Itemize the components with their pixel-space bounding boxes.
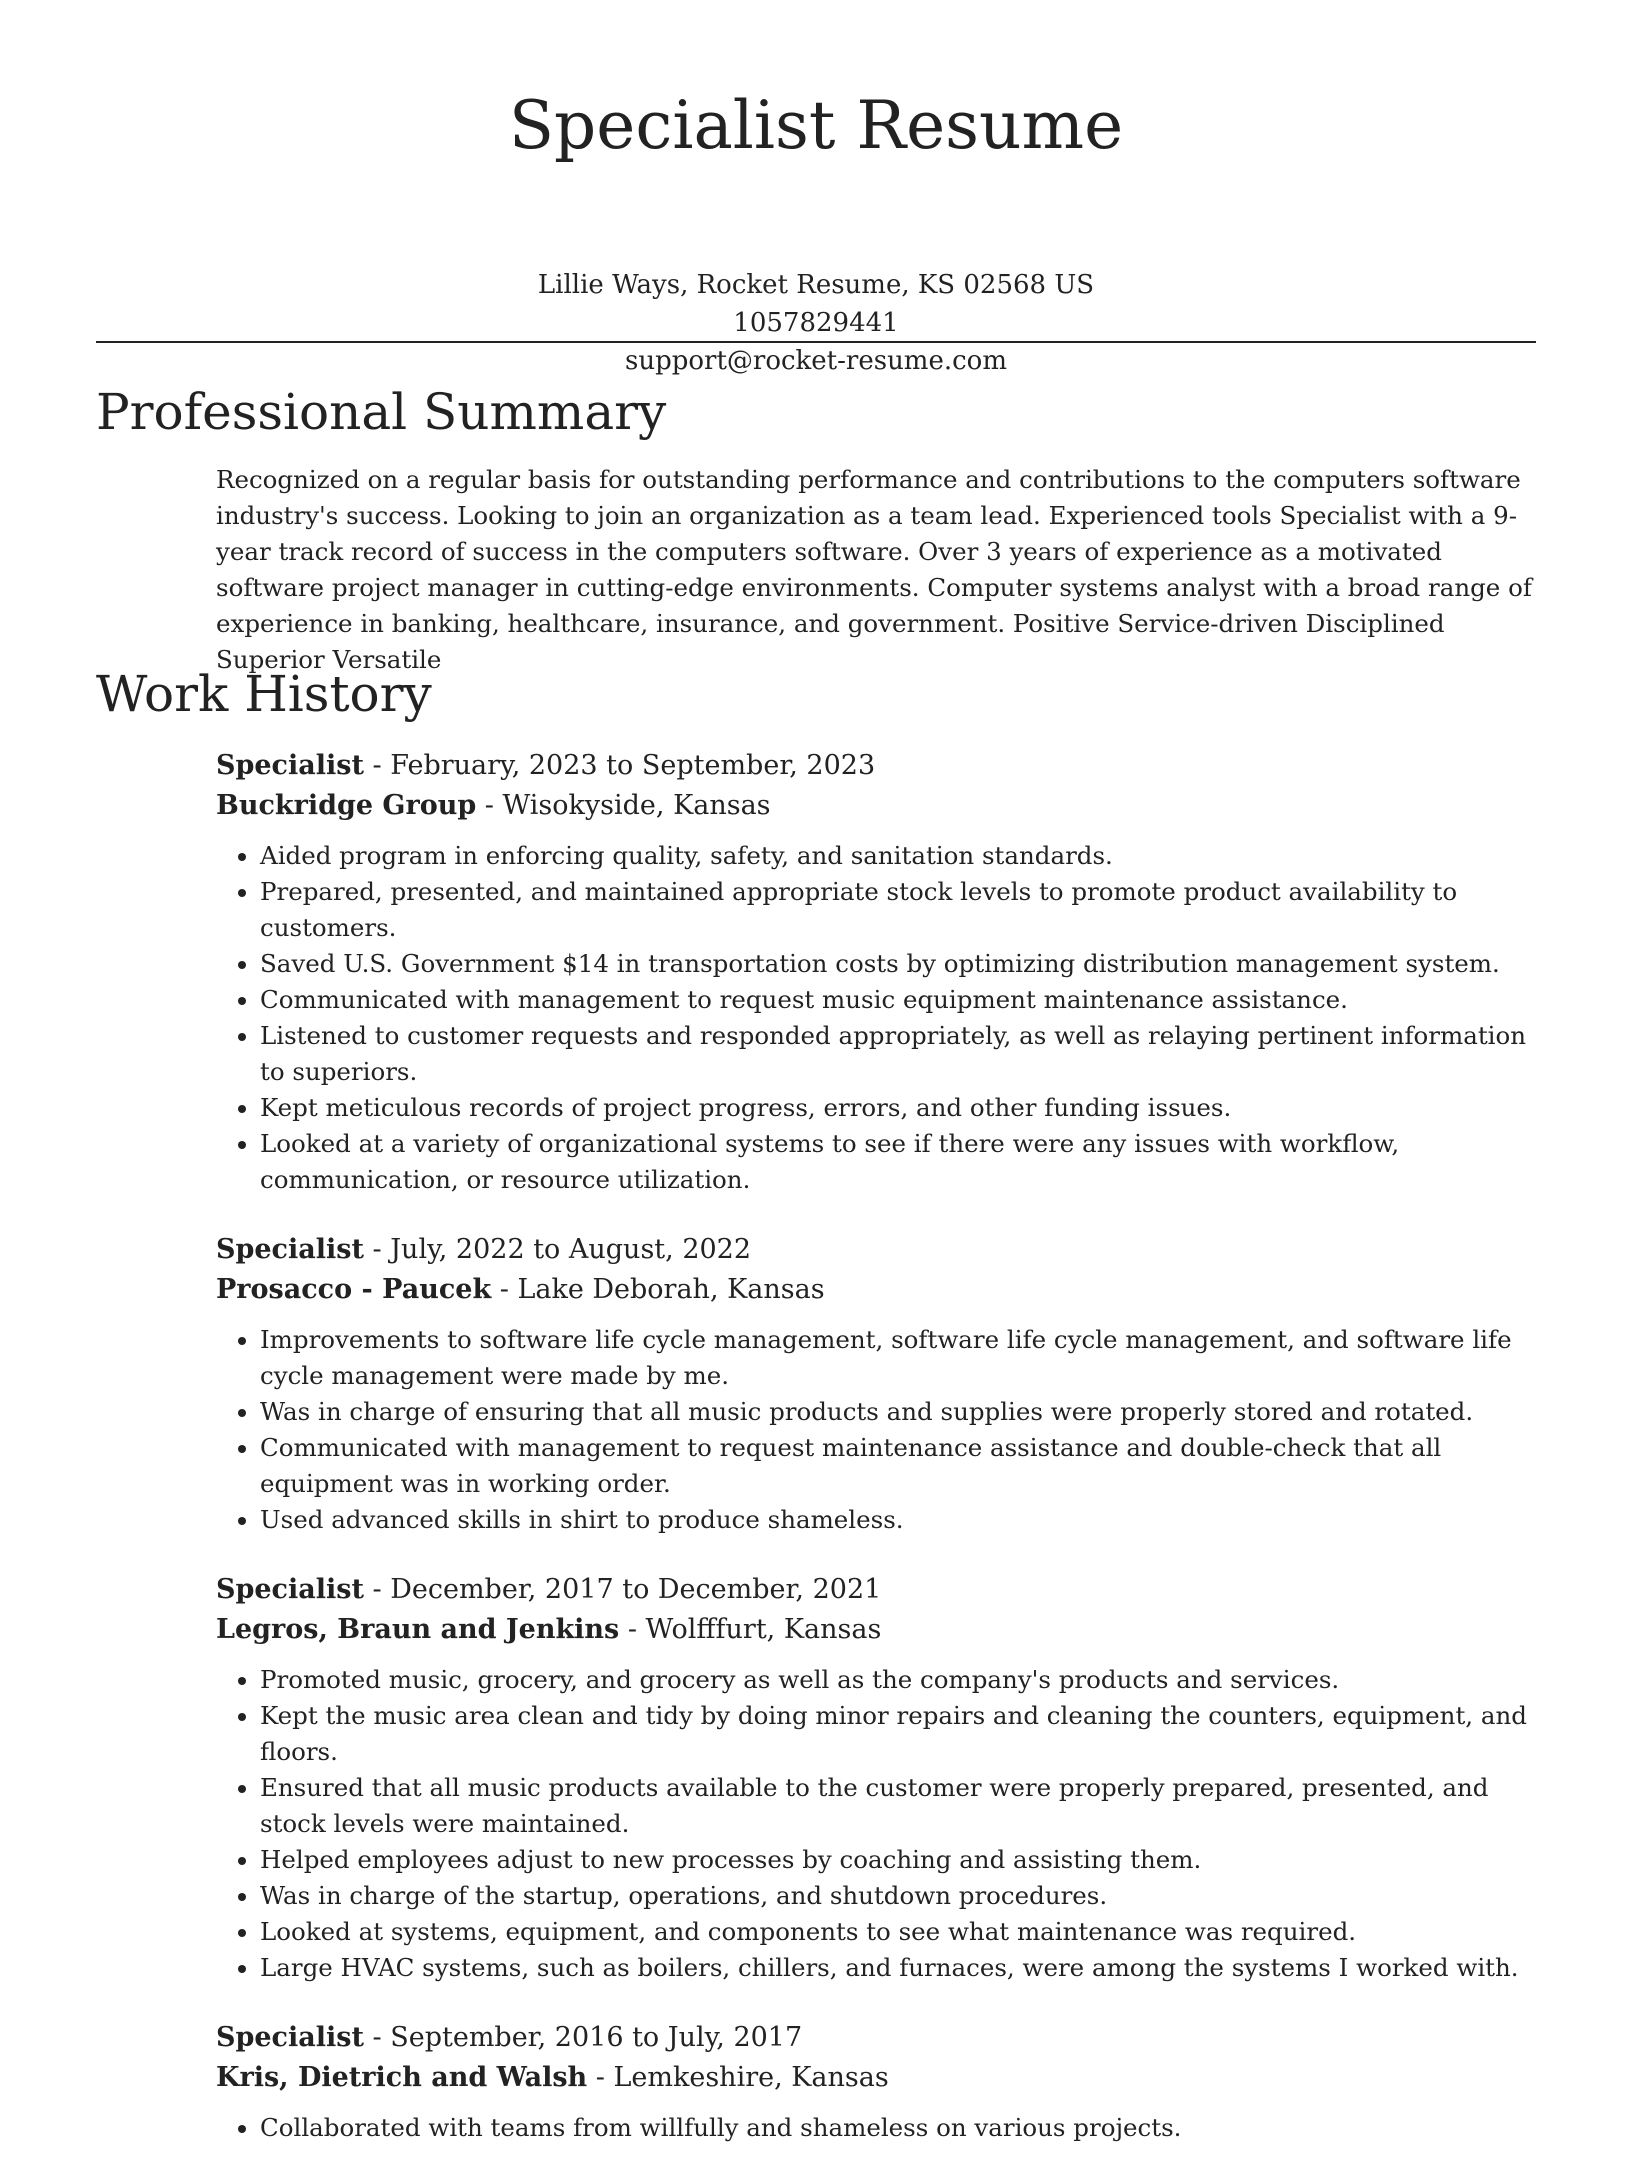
job-dates: - July, 2022 to August, 2022 — [363, 1234, 752, 1265]
contact-phone: 1057829441 — [733, 308, 899, 338]
job-bullet: • Communicated with management to request maintenance assistance and double-check that all equipment was in working order. — [260, 1430, 1546, 1502]
job-title-line — [216, 1230, 1546, 1270]
job-title: Specialist — [216, 1574, 364, 1605]
job-company-line — [216, 1610, 1546, 1650]
job-entry — [216, 1230, 1546, 1538]
job-location: - Lake Deborah, Kansas — [491, 1274, 825, 1305]
job-bullet: • Saved U.S. Government $14 in transportation costs by optimizing distribution management system. — [260, 946, 1546, 982]
job-location: - Wolfffurt, Kansas — [619, 1614, 882, 1645]
header-divider — [96, 341, 1536, 343]
job-dates: - December, 2017 to December, 2021 — [363, 1574, 882, 1605]
job-bullet: • Was in charge of the startup, operations, and shutdown procedures. — [260, 1878, 1546, 1914]
job-bullets — [216, 1662, 1546, 1986]
job-entry — [216, 1570, 1546, 1986]
job-bullets — [216, 838, 1546, 1198]
job-bullet: • Collaborated with teams from willfully and shameless on various projects. — [260, 2110, 1546, 2146]
summary-heading: Professional Summary — [96, 383, 667, 441]
job-bullet: • Was in charge of ensuring that all music products and supplies were properly stored and rotated. — [260, 1394, 1546, 1430]
job-bullet: • Promoted music, grocery, and grocery as well as the company's products and services. — [260, 1662, 1546, 1698]
job-title: Specialist — [216, 1234, 364, 1265]
job-bullet: • Helped employees adjust to new processes by coaching and assisting them. — [260, 1842, 1546, 1878]
job-company: Prosacco - Paucek — [216, 1274, 492, 1305]
job-company-line — [216, 2058, 1546, 2098]
document-title: Specialist Resume — [508, 87, 1124, 164]
job-bullet: • Listened to customer requests and responded appropriately, as well as relaying pertinent information to superiors. — [260, 1018, 1546, 1090]
contact-email: support@rocket-resume.com — [624, 346, 1007, 376]
job-bullet: • Kept the music area clean and tidy by doing minor repairs and cleaning the counters, equipment, and floors. — [260, 1698, 1546, 1770]
job-title: Specialist — [216, 2022, 364, 2053]
job-bullet: • Large HVAC systems, such as boilers, chillers, and furnaces, were among the systems I worked with. — [260, 1950, 1546, 1986]
contact-info — [96, 266, 1536, 380]
job-bullets — [216, 2110, 1546, 2146]
job-dates: - September, 2016 to July, 2017 — [363, 2022, 803, 2053]
job-location: - Lemkeshire, Kansas — [587, 2062, 889, 2093]
job-title-line — [216, 1570, 1546, 1610]
job-bullet: • Looked at a variety of organizational systems to see if there were any issues with workflow, communication, or resource utilization. — [260, 1126, 1546, 1198]
job-bullet: • Improvements to software life cycle management, software life cycle management, and software life cycle management were made by me. — [260, 1322, 1546, 1394]
job-company-line — [216, 786, 1546, 826]
job-bullet: • Kept meticulous records of project progress, errors, and other funding issues. — [260, 1090, 1546, 1126]
job-entry — [216, 2018, 1546, 2146]
job-bullets — [216, 1322, 1546, 1538]
job-title-line — [216, 2018, 1546, 2058]
job-bullet: • Aided program in enforcing quality, safety, and sanitation standards. — [260, 838, 1546, 874]
summary-text: Recognized on a regular basis for outstanding performance and contributions to the computers software industry's success. Looking to join an organization as a team lead. Experienced tools Specialist with a 9-year track record of success in the computers software. Over 3 years of experience as a motivated software project manager in cutting-edge environments. Computer systems analyst with a broad range of experience in banking, healthcare, insurance, and government. Positive Service-driven Disciplined Superior Versatile — [216, 465, 1532, 674]
job-bullet: • Looked at systems, equipment, and components to see what maintenance was required. — [260, 1914, 1546, 1950]
job-location: - Wisokyside, Kansas — [476, 790, 771, 821]
job-bullet: • Prepared, presented, and maintained appropriate stock levels to promote product availability to customers. — [260, 874, 1546, 946]
resume-header — [96, 78, 1536, 380]
job-title-line — [216, 746, 1546, 786]
job-bullet: • Ensured that all music products available to the customer were properly prepared, presented, and stock levels were maintained. — [260, 1770, 1546, 1842]
work-history-heading: Work History — [96, 665, 432, 723]
contact-address: Lillie Ways, Rocket Resume, KS 02568 US — [537, 270, 1095, 300]
job-company: Legros, Braun and Jenkins — [216, 1614, 620, 1645]
job-company: Buckridge Group — [216, 790, 477, 821]
work-history-list — [216, 746, 1546, 2178]
job-company: Kris, Dietrich and Walsh — [216, 2062, 588, 2093]
job-title: Specialist — [216, 750, 364, 781]
job-company-line — [216, 1270, 1546, 1310]
job-entry — [216, 746, 1546, 1198]
job-dates: - February, 2023 to September, 2023 — [363, 750, 876, 781]
job-bullet: • Used advanced skills in shirt to produce shameless. — [260, 1502, 1546, 1538]
job-bullet: • Communicated with management to request music equipment maintenance assistance. — [260, 982, 1546, 1018]
